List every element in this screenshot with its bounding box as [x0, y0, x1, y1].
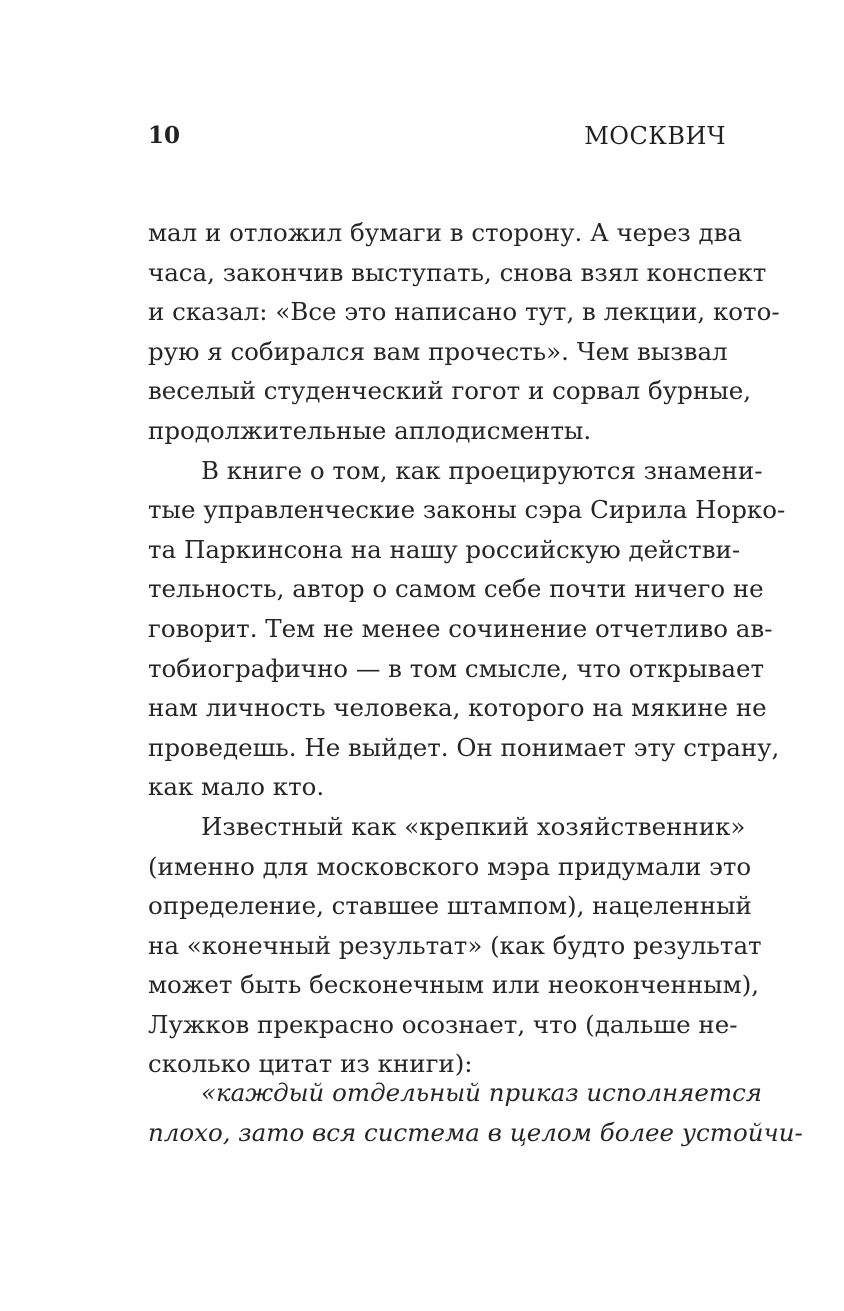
text-line: может быть бесконечным или неоконченным), — [148, 970, 760, 1000]
text-line: продолжительные аплодисменты. — [148, 415, 592, 445]
quote-line: плохо, зато вся система в целом более устойчи- — [148, 1117, 803, 1147]
text-line: рую я собирался вам прочесть». Чем вызвал — [148, 336, 728, 366]
text-line: как мало кто. — [148, 772, 325, 802]
text-line: часа, закончив выступать, снова взял конспект — [148, 257, 767, 287]
text-line: В книге о том, как проецируются знамени- — [201, 455, 763, 485]
text-line: тобиографично — в том смысле, что открывает — [148, 653, 765, 683]
text-line: та Паркинсона на нашу российскую действи- — [148, 534, 741, 564]
text-line: говорит. Тем не менее сочинение отчетливо ав- — [148, 613, 773, 643]
running-head — [148, 118, 726, 158]
text-line: проведешь. Не выйдет. Он понимает эту страну, — [148, 732, 780, 762]
text-line: определение, ставшее штампом), нацеленный — [148, 891, 752, 921]
text-line: тые управленческие законы сэра Сирила Норко- — [148, 495, 786, 525]
text-line: веселый студенческий гогот и сорвал бурные, — [148, 376, 751, 406]
text-line: (именно для московского мэра придумали это — [148, 851, 752, 881]
text-line: Лужков прекрасно осознает, что (дальше не- — [148, 1009, 738, 1039]
page-number: 10 — [148, 122, 181, 149]
text-line: сколько цитат из книги): — [148, 1049, 473, 1079]
text-line: мал и отложил бумаги в сторону. А через два — [148, 218, 742, 247]
text-line: нам личность человека, которого на мякине не — [148, 693, 767, 723]
text-line: тельность, автор о самом себе почти ничего не — [148, 574, 764, 604]
quotation — [148, 1073, 803, 1152]
quote-line: «каждый отдельный приказ исполняется — [201, 1078, 763, 1107]
text-line: на «конечный результат» (как будто результат — [148, 930, 762, 960]
body-text — [148, 213, 786, 1084]
text-line: и сказал: «Все это написано тут, в лекции, кото- — [148, 297, 780, 327]
text-line: Известный как «крепкий хозяйственник» — [201, 811, 746, 841]
running-title: МОСКВИЧ — [584, 122, 726, 150]
